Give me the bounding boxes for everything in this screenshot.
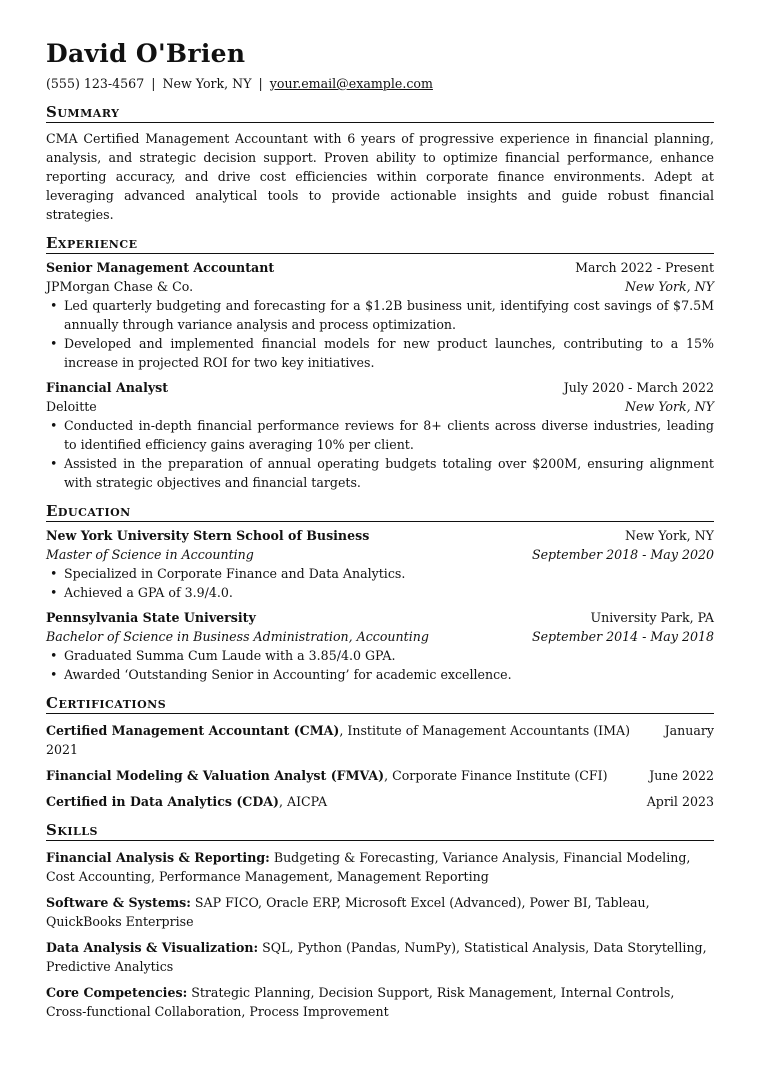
skill-text: Budgeting & Forecasting, Variance Analysis, Financial Modeling, Cost Accounting, Performance Management, Management Reporting <box>46 850 691 884</box>
education-bullets <box>46 646 714 684</box>
bullet-item: • Developed and implemented financial models for new product launches, contributing to a 15% increase in projected ROI for two key initiatives. <box>46 334 714 372</box>
section-title-education: Education <box>46 502 714 522</box>
bullet-item: • Assisted in the preparation of annual operating budgets totaling over $200M, ensuring alignment with strategic objectives and financial targets. <box>46 454 714 492</box>
certification-issuer: , Institute of Management Accountants (IMA) <box>339 723 631 738</box>
education-dates: September 2018 - May 2020 <box>531 547 714 562</box>
skill-item <box>46 893 714 931</box>
bullet-item: • Led quarterly budgeting and forecasting for a $1.2B business unit, identifying cost savings of $7.5M annually through variance analysis and process optimization. <box>46 296 714 334</box>
certification-name: Certified Management Accountant (CMA) <box>46 723 340 738</box>
job-dates: July 2020 - March 2022 <box>563 380 714 395</box>
education-list <box>46 526 714 684</box>
certification-name: Certified in Data Analytics (CDA) <box>46 794 279 809</box>
certification-text <box>46 766 649 785</box>
certification-date-continued: 2021 <box>46 742 79 757</box>
school-location: University Park, PA <box>590 610 714 625</box>
company-name: Deloitte <box>46 399 97 414</box>
skills-list <box>46 848 714 1021</box>
certification-name: Financial Modeling & Valuation Analyst (FMVA) <box>46 768 385 783</box>
skill-label: Data Analysis & Visualization: <box>46 940 259 955</box>
job-bullets <box>46 416 714 492</box>
job-bullets <box>46 296 714 372</box>
skill-label: Software & Systems: <box>46 895 191 910</box>
certification-text <box>46 792 647 811</box>
job-dates: March 2022 - Present <box>575 260 714 275</box>
email-link[interactable]: your.email@example.com <box>269 76 433 91</box>
skill-text: SQL, Python (Pandas, NumPy), Statistical Analysis, Data Storytelling, Predictive Analytics <box>46 940 707 974</box>
phone-number: (555) 123-4567 <box>46 76 145 91</box>
education-bullets <box>46 564 714 602</box>
certification-item <box>46 721 714 759</box>
school-name: Pennsylvania State University <box>46 610 256 625</box>
location: New York, NY <box>162 76 252 91</box>
skill-item <box>46 938 714 976</box>
certification-date: January <box>664 723 714 738</box>
certification-date: April 2023 <box>646 794 714 809</box>
certification-item <box>46 792 714 811</box>
job-location: New York, NY <box>624 279 714 294</box>
experience-entry <box>46 258 714 372</box>
section-title-certifications: Certifications <box>46 694 714 714</box>
candidate-name: David O'Brien <box>46 39 246 68</box>
school-location: New York, NY <box>624 528 714 543</box>
education-dates: September 2014 - May 2018 <box>531 629 714 644</box>
bullet-item: • Achieved a GPA of 3.9/4.0. <box>46 583 714 602</box>
bullet-item: • Graduated Summa Cum Laude with a 3.85/4.0 GPA. <box>46 646 714 665</box>
certification-list <box>46 721 714 811</box>
contact-line <box>46 74 714 93</box>
skill-text: SAP FICO, Oracle ERP, Microsoft Excel (Advanced), Power BI, Tableau, QuickBooks Enterprise <box>46 895 650 929</box>
bullet-item: • Conducted in-depth financial performance reviews for 8+ clients across diverse industries, leading to identified efficiency gains averaging 10% per client. <box>46 416 714 454</box>
certification-issuer: , AICPA <box>278 794 328 809</box>
degree-name: Bachelor of Science in Business Administration, Accounting <box>46 629 429 644</box>
job-title: Senior Management Accountant <box>46 260 275 275</box>
skill-label: Core Competencies: <box>46 985 188 1000</box>
certification-item <box>46 766 714 785</box>
summary-text: CMA Certified Management Accountant with 6 years of progressive experience in financial planning, analysis, and strategic decision support. Proven ability to optimize financial performance, enhance reporting accuracy, and drive cost efficiencies within corporate finance environments. Adept at leveraging advanced analytical tools to provide actionable insights and guide robust financial strategies. <box>46 131 714 222</box>
certification-issuer: , Corporate Finance Institute (CFI) <box>384 768 608 783</box>
education-entry <box>46 608 714 684</box>
contact-separator: | <box>151 76 156 91</box>
section-title-skills: Skills <box>46 821 714 841</box>
job-title: Financial Analyst <box>46 380 169 395</box>
skill-item <box>46 983 714 1021</box>
section-title-experience: Experience <box>46 234 714 254</box>
skill-item <box>46 848 714 886</box>
certification-date: June 2022 <box>649 768 714 783</box>
skill-text: Strategic Planning, Decision Support, Risk Management, Internal Controls, Cross-functional Collaboration, Process Improvement <box>46 985 675 1019</box>
bullet-item: • Awarded ‘Outstanding Senior in Accounting’ for academic excellence. <box>46 665 714 684</box>
company-name: JPMorgan Chase & Co. <box>46 279 194 294</box>
experience-entry <box>46 378 714 492</box>
degree-name: Master of Science in Accounting <box>46 547 254 562</box>
section-title-summary: Summary <box>46 103 714 123</box>
contact-separator: | <box>258 76 263 91</box>
certification-text <box>46 721 665 759</box>
skill-label: Financial Analysis & Reporting: <box>46 850 270 865</box>
job-location: New York, NY <box>624 399 714 414</box>
bullet-item: • Specialized in Corporate Finance and Data Analytics. <box>46 564 714 583</box>
experience-list <box>46 258 714 492</box>
education-entry <box>46 526 714 602</box>
school-name: New York University Stern School of Business <box>46 528 370 543</box>
